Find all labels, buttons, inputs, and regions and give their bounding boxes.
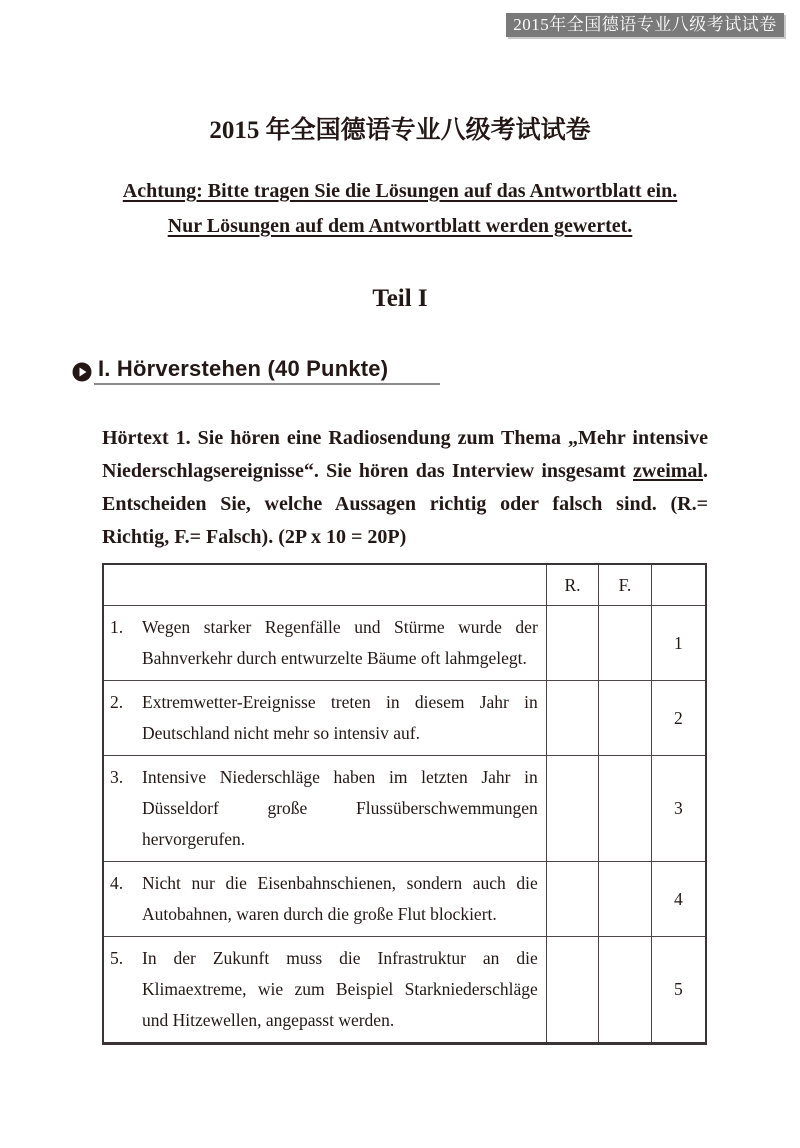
statement-text: In der Zukunft muss die Infrastruktur an die Klimaextreme, wie zum Beispiel Starkniederschläge und Hitzewellen, angepasst werden.: [142, 948, 538, 1030]
answer-table: [102, 563, 707, 1045]
falsch-answer-cell[interactable]: [599, 937, 651, 1044]
richtig-answer-cell[interactable]: [546, 862, 598, 937]
notice-line-2-text: Nur Lösungen auf dem Antwortblatt werden gewertet.: [167, 215, 633, 237]
notice-line-1: [0, 180, 800, 203]
instructions-text-after: . Entscheiden Sie, welche Aussagen richtig oder falsch sind. (R.= Richtig, F.= Falsch). (2P x 10 = 20P): [102, 460, 708, 548]
notice-line-1-text: Achtung: Bitte tragen Sie die Lösungen auf das Antwortblatt ein.: [122, 180, 678, 202]
statement-cell: [103, 756, 546, 862]
richtig-answer-cell[interactable]: [546, 937, 598, 1044]
item-number: 1: [651, 606, 706, 681]
statement-label: 3.: [110, 767, 124, 787]
richtig-answer-cell[interactable]: [546, 756, 598, 862]
section-heading: [72, 354, 388, 384]
header-falsch: F.: [599, 564, 651, 606]
table-row: [103, 756, 706, 862]
statement-label: 2.: [110, 692, 124, 712]
statement-cell: [103, 606, 546, 681]
falsch-answer-cell[interactable]: [599, 681, 651, 756]
richtig-answer-cell[interactable]: [546, 606, 598, 681]
part-title: Teil I: [372, 285, 428, 312]
item-number: 5: [651, 937, 706, 1044]
richtig-answer-cell[interactable]: [546, 681, 598, 756]
statement-label: 1.: [110, 617, 124, 637]
section-underline: [94, 383, 440, 385]
page-title: 2015 年全国德语专业八级考试试卷: [209, 117, 591, 144]
falsch-answer-cell[interactable]: [599, 862, 651, 937]
table-row: [103, 937, 706, 1044]
table-row: [103, 606, 706, 681]
header-richtig: R.: [546, 564, 598, 606]
notice-line-2: [0, 215, 800, 238]
statement-text: Nicht nur die Eisenbahnschienen, sondern auch die Autobahnen, waren durch die große Flut blockiert.: [142, 873, 538, 924]
falsch-answer-cell[interactable]: [599, 756, 651, 862]
statement-cell: [103, 937, 546, 1044]
statement-text: Wegen starker Regenfälle und Stürme wurde der Bahnverkehr durch entwurzelte Bäume oft lahmgelegt.: [142, 617, 538, 668]
table-header-row: [103, 564, 706, 606]
running-header: 2015年全国德语专业八级考试试卷: [506, 13, 784, 37]
statement-cell: [103, 862, 546, 937]
play-circle-icon: [72, 362, 92, 382]
statement-text: Extremwetter-Ereignisse treten in diesem Jahr in Deutschland nicht mehr so intensiv auf.: [142, 692, 538, 743]
statement-label: 4.: [110, 873, 124, 893]
instructions-text-before: Hörtext 1. Sie hören eine Radiosendung zum Thema „Mehr intensive Niederschlagsereignisse“. Sie hören das Interview insgesamt: [102, 427, 708, 482]
instructions-emphasis: zweimal: [633, 460, 703, 482]
header-statement: [103, 564, 546, 606]
statement-cell: [103, 681, 546, 756]
falsch-answer-cell[interactable]: [599, 606, 651, 681]
table-row: [103, 681, 706, 756]
header-number: [651, 564, 706, 606]
table-row: [103, 862, 706, 937]
task-instructions: [102, 422, 708, 554]
statement-label: 5.: [110, 948, 124, 968]
section-title: I. Hörverstehen (40 Punkte): [98, 356, 389, 381]
item-number: 2: [651, 681, 706, 756]
item-number: 4: [651, 862, 706, 937]
item-number: 3: [651, 756, 706, 862]
statement-text: Intensive Niederschläge haben im letzten Jahr in Düsseldorf große Flussüberschwemmungen hervorgerufen.: [142, 767, 538, 849]
